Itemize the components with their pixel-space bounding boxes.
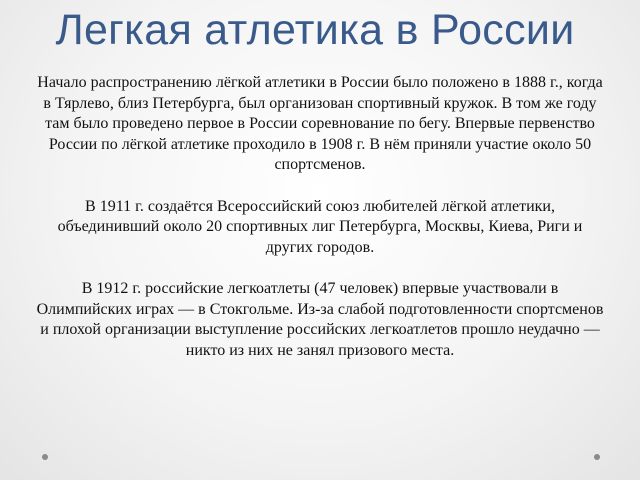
paragraph-history-1888: Начало распространению лёгкой атлетики в России было положено в 1888 г., когда в Тярлево, близ Петербурга, был организован спортивный кружок. В том же году там было проведено первое в России соревнование по бегу. Впервые первенство России по лёгкой атлетике проходило в 1908 г. В нём приняли участие около 50 спортсменов.: [37, 74, 603, 174]
nav-next-dot-icon[interactable]: [594, 454, 600, 460]
slide-title: Легкая атлетика в России: [55, 6, 575, 54]
paragraph-olympics-1912: В 1912 г. российские легкоатлеты (47 человек) впервые участвовали в Олимпийских играх — в Стокгольме. Из-за слабой подготовленности спортсменов и плохой организации выступление российских легкоатлетов прошло неудачно — никто из них не занял призового места.: [36, 279, 604, 359]
nav-prev-dot-icon[interactable]: [42, 454, 48, 460]
paragraph-union-1911: В 1911 г. создаётся Всероссийский союз любителей лёгкой атлетики, объединивший около 20 спортивных лиг Петербурга, Москвы, Киева, Риги и других городов.: [57, 197, 583, 256]
slide-body: [36, 73, 604, 361]
